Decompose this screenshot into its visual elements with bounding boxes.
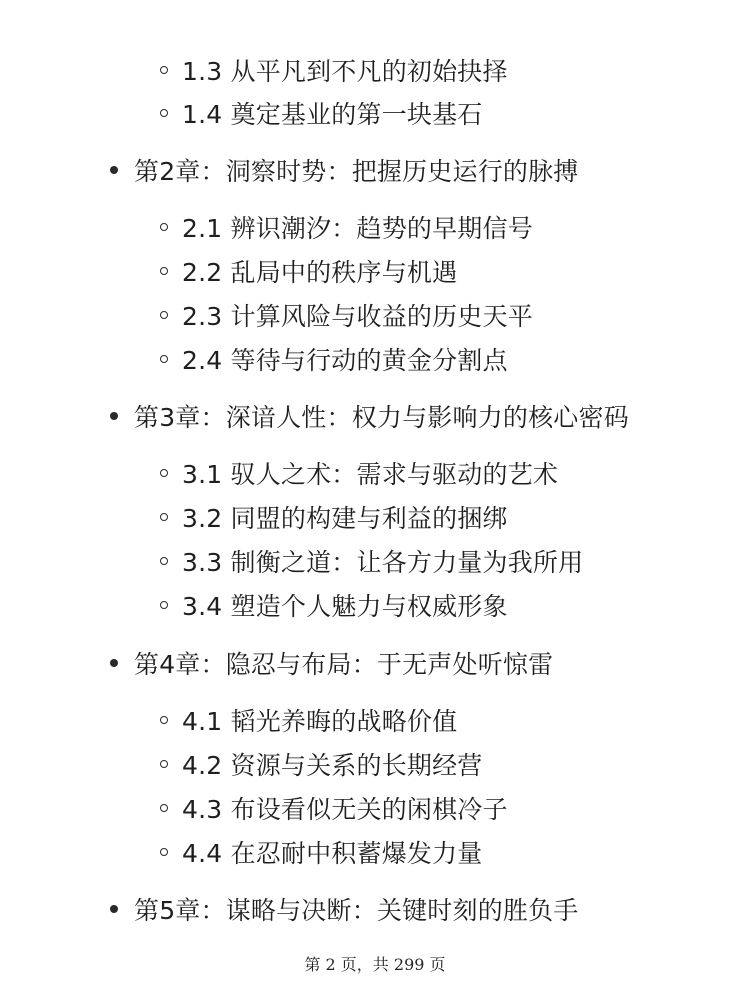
outline-section-1-3 [160,59,508,84]
outline-section-3-1 [160,462,558,487]
circle-bullet-icon [160,109,168,117]
section-label: 4.2 资源与关系的长期经营 [182,751,483,780]
chapter-label: 第3章：深谙人性：权力与影响力的核心密码 [134,403,629,432]
circle-bullet-icon [160,469,168,477]
outline-section-2-4 [160,348,508,373]
outline-chapter-4 [110,652,553,677]
chapter-label: 第4章：隐忍与布局：于无声处听惊雷 [134,650,554,679]
outline-section-2-2 [160,260,457,285]
section-label: 3.4 塑造个人魅力与权威形象 [182,592,508,621]
outline-chapter-2 [110,159,579,184]
disc-bullet-icon [110,412,118,420]
outline-section-3-2 [160,506,508,531]
outline-section-4-3 [160,797,508,822]
section-label: 3.1 驭人之术：需求与驱动的艺术 [182,460,559,489]
outline-section-3-4 [160,594,508,619]
outline-section-4-1 [160,709,457,734]
outline-section-2-3 [160,304,533,329]
section-label: 4.1 韬光养晦的战略价值 [182,707,458,736]
page-number-footer: 第 2 页，共 299 页 [304,955,446,974]
circle-bullet-icon [160,557,168,565]
circle-bullet-icon [160,760,168,768]
disc-bullet-icon [110,659,118,667]
outline-section-1-4 [160,102,483,127]
outline-chapter-5 [110,898,579,923]
circle-bullet-icon [160,311,168,319]
disc-bullet-icon [110,166,118,174]
section-label: 4.3 布设看似无关的闲棋冷子 [182,795,508,824]
section-label: 4.4 在忍耐中积蓄爆发力量 [182,839,483,868]
circle-bullet-icon [160,848,168,856]
outline-section-4-4 [160,841,483,866]
circle-bullet-icon [160,223,168,231]
chapter-label: 第2章：洞察时势：把握历史运行的脉搏 [134,157,579,186]
circle-bullet-icon [160,804,168,812]
circle-bullet-icon [160,716,168,724]
disc-bullet-icon [110,905,118,913]
section-label: 1.4 奠定基业的第一块基石 [182,100,483,129]
circle-bullet-icon [160,601,168,609]
section-label: 1.3 从平凡到不凡的初始抉择 [182,57,508,86]
outline-chapter-3 [110,405,629,430]
section-label: 2.3 计算风险与收益的历史天平 [182,302,533,331]
section-label: 2.4 等待与行动的黄金分割点 [182,346,508,375]
circle-bullet-icon [160,66,168,74]
outline-section-4-2 [160,753,483,778]
section-label: 2.2 乱局中的秩序与机遇 [182,258,458,287]
chapter-label: 第5章：谋略与决断：关键时刻的胜负手 [134,896,579,925]
section-label: 3.2 同盟的构建与利益的捆绑 [182,504,508,533]
outline-section-3-3 [160,550,583,575]
circle-bullet-icon [160,513,168,521]
circle-bullet-icon [160,267,168,275]
outline-section-2-1 [160,216,533,241]
section-label: 3.3 制衡之道：让各方力量为我所用 [182,548,584,577]
section-label: 2.1 辨识潮汐：趋势的早期信号 [182,214,533,243]
circle-bullet-icon [160,355,168,363]
